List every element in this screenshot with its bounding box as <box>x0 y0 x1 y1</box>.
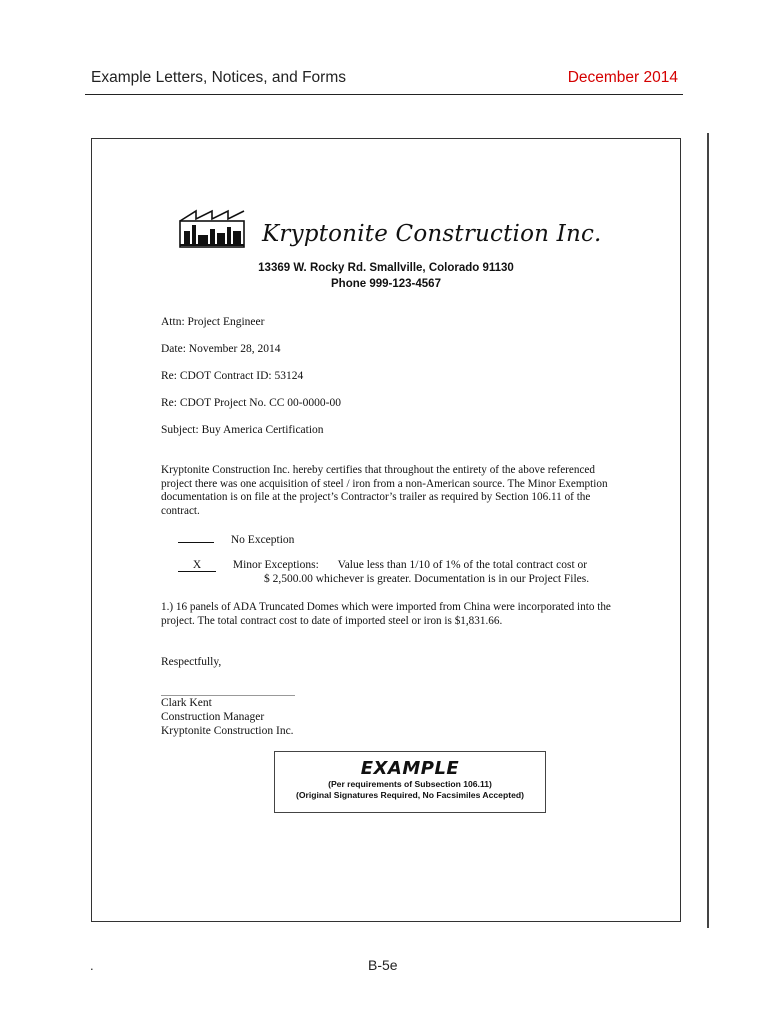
letter-frame <box>91 138 681 922</box>
signer-company: Kryptonite Construction Inc. <box>161 725 294 737</box>
minor-exception-mark: X <box>178 559 216 572</box>
signer-title: Construction Manager <box>161 711 265 723</box>
factory-skyline-icon <box>178 209 248 249</box>
item-1-paragraph: 1.) 16 panels of ADA Truncated Domes which were imported from China were incorporated into the project. The total contract cost to date of imported steel or iron is $1,831.66. <box>161 601 611 627</box>
signature-line <box>161 695 295 696</box>
company-name: Kryptonite Construction Inc. <box>262 221 602 247</box>
side-margin-rule <box>707 133 709 928</box>
minor-exception-option <box>178 559 587 572</box>
header-divider <box>85 94 683 95</box>
no-exception-label: No Exception <box>230 534 295 546</box>
contract-id-line: Re: CDOT Contract ID: 53124 <box>161 370 304 382</box>
no-exception-blank <box>178 532 214 543</box>
no-exception-option <box>178 532 294 546</box>
company-address: 13369 W. Rocky Rd. Smallville, Colorado 91130 <box>258 262 514 274</box>
example-title: EXAMPLE <box>360 758 460 779</box>
certification-paragraph: Kryptonite Construction Inc. hereby certifies that throughout the entirety of the above referenced project there was one acquisition of steel / iron from a non-American source. The Minor Exemption documentation is on file at the project’s Contractor’s trailer as required by Section 106.11 of the contract. <box>161 464 608 517</box>
closing-line: Respectfully, <box>161 656 222 668</box>
project-number-line: Re: CDOT Project No. CC 00-0000-00 <box>161 397 341 409</box>
footer-dot: . <box>90 958 94 973</box>
signer-name: Clark Kent <box>161 697 212 709</box>
page-number: B-5e <box>368 957 398 973</box>
date-line: Date: November 28, 2014 <box>161 343 281 355</box>
minor-exception-desc-1: Value less than 1/10 of 1% of the total contract cost or <box>337 559 588 571</box>
example-note-2: (Original Signatures Required, No Facsimiles Accepted) <box>296 790 524 800</box>
minor-exception-label: Minor Exceptions: <box>232 559 319 571</box>
minor-exception-desc-2: $ 2,500.00 whichever is greater. Documentation is in our Project Files. <box>264 573 590 585</box>
attn-line: Attn: Project Engineer <box>161 316 265 328</box>
document-header-title: Example Letters, Notices, and Forms <box>91 69 346 86</box>
document-header-date: December 2014 <box>567 69 678 86</box>
company-phone: Phone 999-123-4567 <box>331 278 441 290</box>
example-note-1: (Per requirements of Subsection 106.11) <box>328 779 492 789</box>
subject-line: Subject: Buy America Certification <box>161 424 324 436</box>
example-stamp-box <box>274 751 546 813</box>
